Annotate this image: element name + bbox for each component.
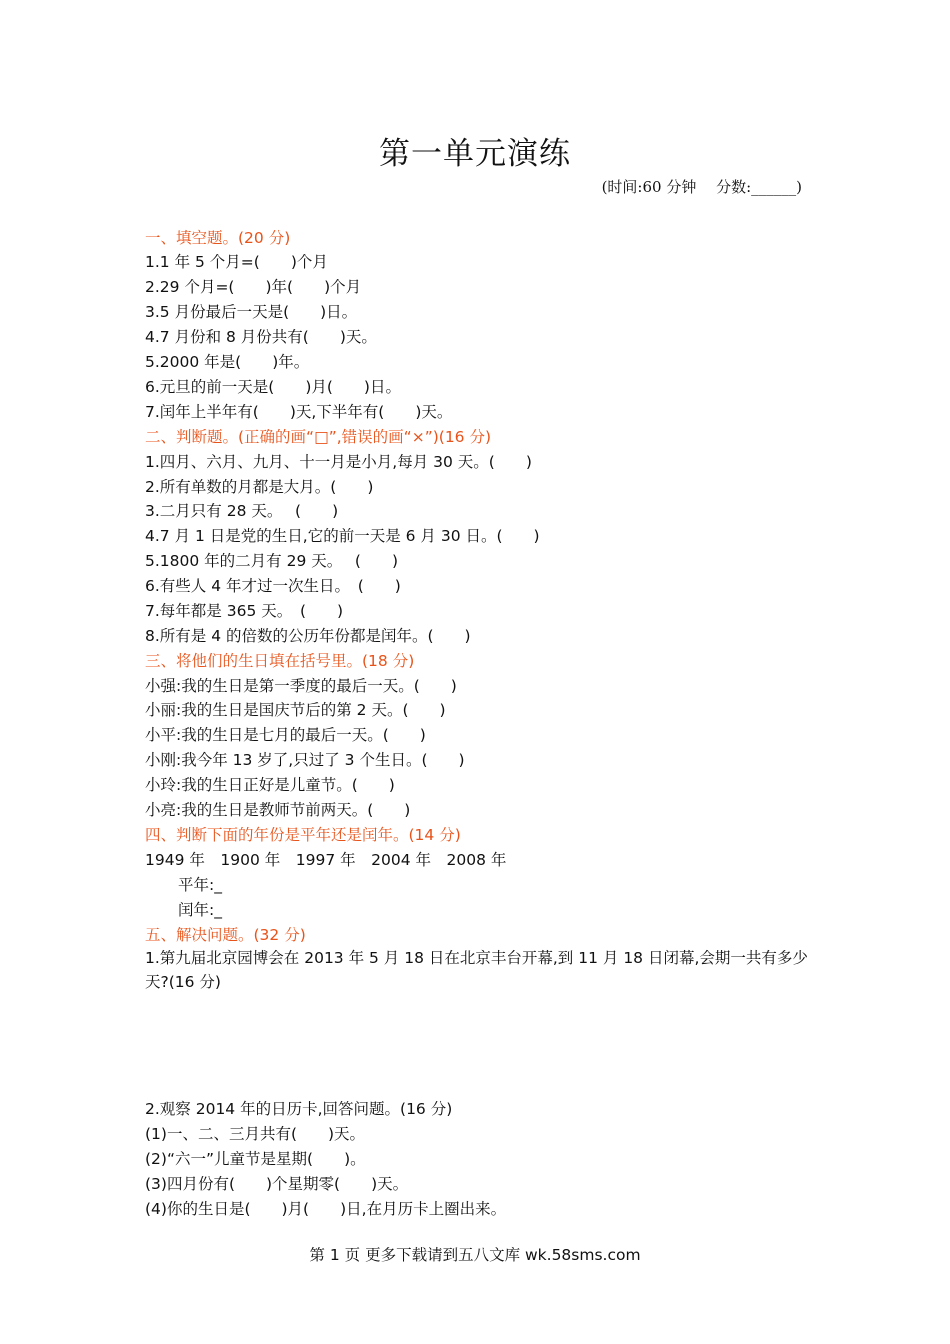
s3-item-6: 小亮:我的生日是教师节前两天。( ) [145,801,411,819]
s3-item-5: 小玲:我的生日正好是儿童节。( ) [145,776,395,794]
s2-item-3: 3.二月只有 28 天。 ( ) [145,502,339,520]
s1-item-6: 6.元旦的前一天是( )月( )日。 [145,378,401,396]
s1-item-2: 2.29 个月=( )年( )个月 [145,278,362,296]
s1-item-5: 5.2000 年是( )年。 [145,353,310,371]
s5-question-2: 2.观察 2014 年的日历卡,回答问题。(16 分) [145,1100,453,1118]
s2-item-8: 8.所有是 4 的倍数的公历年份都是闰年。( ) [145,627,471,645]
s5-q2-item-1: (1)一、二、三月共有( )天。 [145,1125,366,1143]
s1-item-1: 1.1 年 5 个月=( )个月 [145,253,328,271]
s5-q2-item-4: (4)你的生日是( )月( )日,在月历卡上圈出来。 [145,1200,507,1218]
s5-q2-item-2: (2)“六一”儿童节是星期( )。 [145,1150,366,1168]
section-3-heading: 三、将他们的生日填在括号里。(18 分) [145,652,415,670]
page-footer: 第 1 页 更多下载请到五八文库 wk.58sms.com [309,1246,641,1264]
s3-item-3: 小平:我的生日是七月的最后一天。( ) [145,726,426,744]
s2-item-1: 1.四月、六月、九月、十一月是小月,每月 30 天。( ) [145,453,532,471]
exam-meta: (时间:60 分钟 分数:______) [601,178,802,196]
s3-item-4: 小刚:我今年 13 岁了,只过了 3 个生日。( ) [145,751,465,769]
s1-item-4: 4.7 月份和 8 月份共有( )天。 [145,328,377,346]
leap-year-answer: 闰年:_ [178,901,222,919]
s5-question-1: 1.第九届北京园博会在 2013 年 5 月 18 日在北京丰台开幕,到 11 月 18 日闭幕,会期一共有多少天?(16 分) [145,949,808,991]
s3-item-1: 小强:我的生日是第一季度的最后一天。( ) [145,677,457,695]
section-5-heading: 五、解决问题。(32 分) [145,926,306,944]
s2-item-2: 2.所有单数的月都是大月。( ) [145,478,374,496]
page-title: 第一单元演练 [379,136,571,172]
section-1-heading: 一、填空题。(20 分) [145,229,291,247]
s2-item-6: 6.有些人 4 年才过一次生日。 ( ) [145,577,401,595]
s2-item-4: 4.7 月 1 日是党的生日,它的前一天是 6 月 30 日。( ) [145,527,540,545]
section-2-heading: 二、判断题。(正确的画“□”,错误的画“×”)(16 分) [145,428,492,446]
s2-item-7: 7.每年都是 365 天。 ( ) [145,602,344,620]
s5-q2-item-3: (3)四月份有( )个星期零( )天。 [145,1175,409,1193]
year-list: 1949 年 1900 年 1997 年 2004 年 2008 年 [145,851,507,869]
s1-item-7: 7.闰年上半年有( )天,下半年有( )天。 [145,403,453,421]
s2-item-5: 5.1800 年的二月有 29 天。 ( ) [145,552,399,570]
s3-item-2: 小丽:我的生日是国庆节后的第 2 天。( ) [145,701,446,719]
s1-item-3: 3.5 月份最后一天是( )日。 [145,303,358,321]
section-4-heading: 四、判断下面的年份是平年还是闰年。(14 分) [145,826,461,844]
common-year-answer: 平年:_ [178,876,222,894]
